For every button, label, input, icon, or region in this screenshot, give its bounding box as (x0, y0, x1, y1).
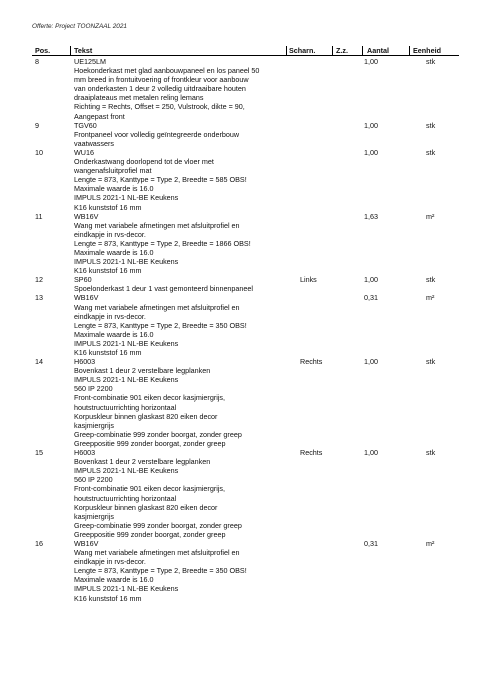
col-divider (332, 46, 333, 55)
row-code: H6003 (74, 448, 96, 458)
row-description: Onderkastwang doorlopend tot de vloer met wangenafsluitprofiel mat Lengte = 873, Kanttype = Type 2, Breedte = 585 OBS! Maximale waarde is 16.0 IMPULS 2021-1 NL-BE Keukens K16 kunststof 16 mm (74, 157, 247, 212)
row-eenheid: m² (426, 211, 435, 221)
header-rule (32, 55, 459, 56)
row-aantal: 1,00 (364, 147, 378, 157)
row-eenheid: stk (426, 120, 436, 130)
table-body (32, 57, 459, 603)
row-aantal: 1,63 (364, 211, 378, 221)
row-code: H6003 (74, 357, 96, 367)
col-zz: Z.z. (336, 46, 348, 55)
row-description: Frontpaneel voor volledig geïntegreerde onderbouw vaatwassers (74, 129, 240, 148)
row-pos: 11 (35, 211, 43, 221)
row-scharn: Rechts (300, 357, 323, 367)
col-pos: Pos. (35, 46, 51, 55)
row-eenheid: stk (426, 357, 436, 367)
col-divider (286, 46, 287, 55)
row-aantal: 0,31 (364, 293, 378, 303)
row-eenheid: stk (426, 448, 436, 458)
row-pos: 12 (35, 275, 43, 285)
row-aantal: 0,31 (364, 538, 378, 548)
row-scharn: Rechts (300, 448, 323, 458)
row-pos: 15 (35, 448, 43, 458)
row-description: Hoekonderkast met glad aanbouwpaneel en los paneel 50 mm breed in frontuitvoering of frontkleur voor aanbouw van onderkasten 1 deur 2 volledig uitdraaibare houten draaiplateaus met metalen reling lemans Richting = Rechts, Offset = 250, Vulstrook, dikte = 90, Aangepast front (74, 66, 260, 121)
row-pos: 13 (35, 293, 43, 303)
table-row (32, 539, 459, 603)
row-aantal: 1,00 (364, 448, 378, 458)
col-aantal: Aantal (367, 46, 389, 55)
row-aantal: 1,00 (364, 57, 378, 66)
col-divider (70, 46, 71, 55)
row-eenheid: stk (426, 275, 436, 285)
row-description: Bovenkast 1 deur 2 verstelbare legplanken IMPULS 2021-1 NL-BE Keukens 560 IP 2200 Front-combinatie 901 eiken decor kasjmiergrijs, houtstructuurrichting horizontaal Korpuskleur binnen glaskast 820 eiken decor kasjmiergrijs Greep-combinatie 999 zonder boorgat, zonder greep Greeppositie 999 zonder boorgat, zonder greep (74, 457, 242, 539)
row-eenheid: m² (426, 293, 435, 303)
col-divider (409, 46, 410, 55)
row-pos: 9 (35, 120, 39, 130)
table-row (32, 148, 459, 212)
row-aantal: 1,00 (364, 120, 378, 130)
table-row (32, 448, 459, 539)
row-description: Wang met variabele afmetingen met afsluitprofiel en eindkapje in rvs-decor. Lengte = 873, Kanttype = Type 2, Breedte = 350 OBS! Maximale waarde is 16.0 IMPULS 2021-1 NL-BE Keukens K16 kunststof 16 mm (74, 548, 247, 603)
row-aantal: 1,00 (364, 275, 378, 285)
row-code: WB16V (74, 538, 99, 548)
col-scharn: Scharn. (289, 46, 316, 55)
row-code: UE125LM (74, 57, 106, 66)
col-eenheid: Eenheid (413, 46, 441, 55)
row-pos: 10 (35, 147, 43, 157)
row-pos: 14 (35, 357, 43, 367)
row-description: Bovenkast 1 deur 2 verstelbare legplanken IMPULS 2021-1 NL-BE Keukens 560 IP 2200 Front-combinatie 901 eiken decor kasjmiergrijs, houtstructuurrichting horizontaal Korpuskleur binnen glaskast 820 eiken decor kasjmiergrijs Greep-combinatie 999 zonder boorgat, zonder greep Greeppositie 999 zonder boorgat, zonder greep (74, 366, 242, 448)
row-eenheid: stk (426, 57, 436, 66)
row-code: WB16V (74, 211, 99, 221)
table-row (32, 293, 459, 357)
document-header: Offerte: Project TOONZAAL 2021 (32, 23, 127, 30)
row-scharn: Links (300, 275, 317, 285)
row-description: Spoelonderkast 1 deur 1 vast gemonteerd binnenpaneel (74, 284, 254, 294)
table-row (32, 275, 459, 293)
row-code: SP60 (74, 275, 92, 285)
table-header (32, 46, 459, 55)
row-description: Wang met variabele afmetingen met afsluitprofiel en eindkapje in rvs-decor. Lengte = 873, Kanttype = Type 2, Breedte = 1866 OBS! Maximale waarde is 16.0 IMPULS 2021-1 NL-BE Keukens K16 kunststof 16 mm (74, 220, 251, 276)
row-eenheid: stk (426, 147, 436, 157)
row-eenheid: m² (426, 538, 435, 548)
col-divider (362, 46, 363, 55)
col-text: Tekst (74, 46, 93, 55)
table-row (32, 121, 459, 148)
row-code: TGV60 (74, 120, 97, 130)
row-aantal: 1,00 (364, 357, 378, 367)
row-description: Wang met variabele afmetingen met afsluitprofiel en eindkapje in rvs-decor. Lengte = 873, Kanttype = Type 2, Breedte = 350 OBS! Maximale waarde is 16.0 IMPULS 2021-1 NL-BE Keukens K16 kunststof 16 mm (74, 302, 247, 357)
table-row (32, 212, 459, 276)
row-pos: 8 (35, 57, 39, 66)
table-row (32, 57, 459, 121)
row-code: WB16V (74, 293, 99, 303)
table-row (32, 357, 459, 448)
row-code: WU16 (74, 147, 94, 157)
row-pos: 16 (35, 538, 43, 548)
